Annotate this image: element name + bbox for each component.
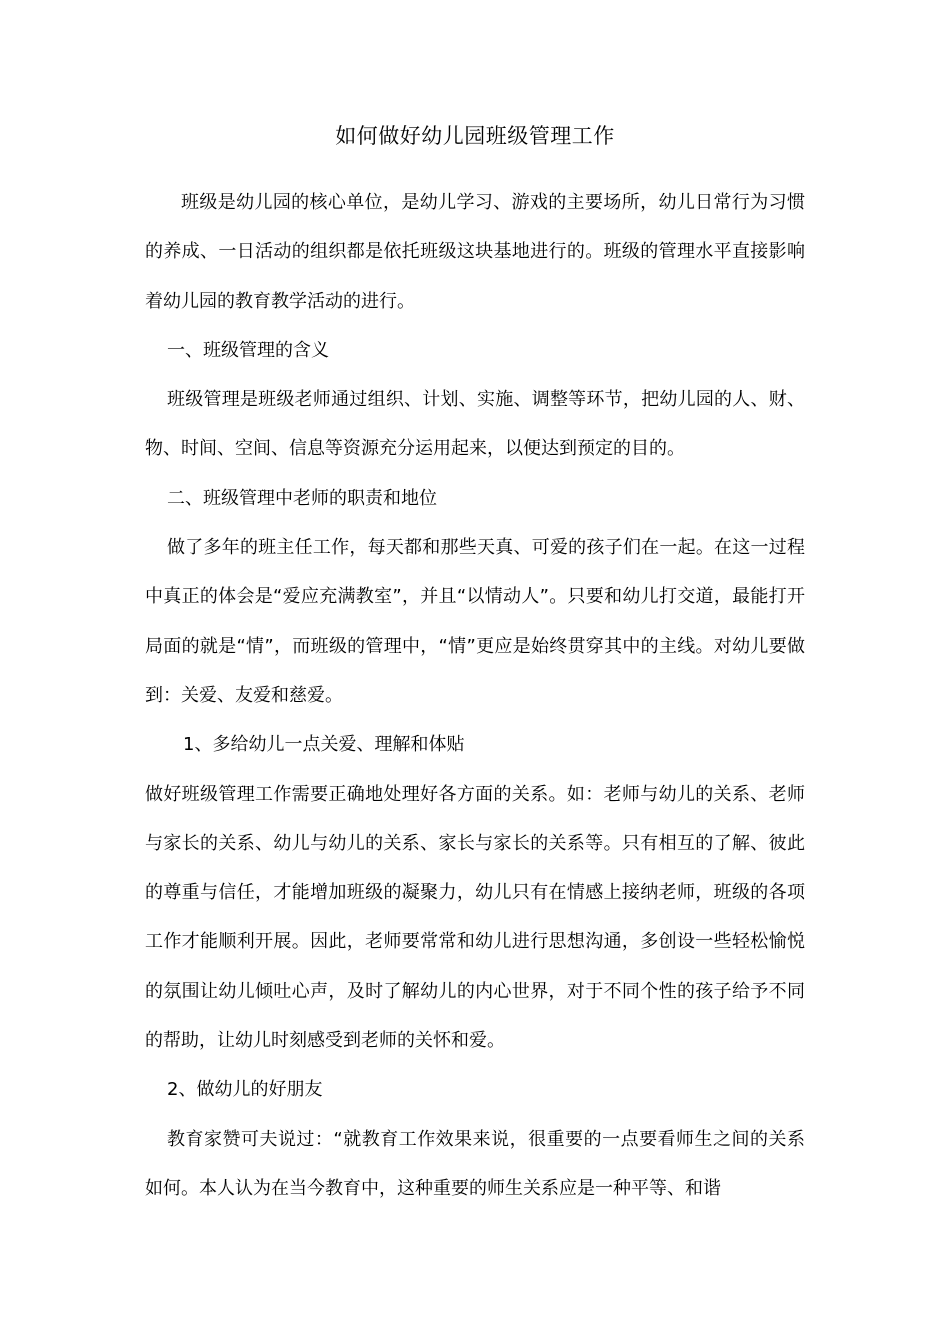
paragraph-quote: 教育家赞可夫说过：“就教育工作效果来说，很重要的一点要看师生之间的关系如何。本人认为在当今教育中，这种重要的师生关系应是一种平等、和谐: [145, 1128, 805, 1199]
document-title: 如何做好幼儿园班级管理工作: [335, 124, 615, 148]
document-body: [145, 178, 805, 1213]
section-heading-2: 二、班级管理中老师的职责和地位: [167, 487, 437, 509]
subsection-heading-1: 1、多给幼儿一点关爱、理解和体贴: [183, 734, 465, 756]
paragraph-definition: 班级管理是班级老师通过组织、计划、实施、调整等环节，把幼儿园的人、财、物、时间、空间、信息等资源充分运用起来，以便达到预定的目的。: [145, 389, 805, 460]
paragraph-intro: 班级是幼儿园的核心单位，是幼儿学习、游戏的主要场所，幼儿日常行为习惯的养成、一日活动的组织都是依托班级这块基地进行的。班级的管理水平直接影响着幼儿园的教育教学活动的进行。: [145, 192, 805, 312]
paragraph-relationships: 做好班级管理工作需要正确地处理好各方面的关系。如：老师与幼儿的关系、老师与家长的关系、幼儿与幼儿的关系、家长与家长的关系等。只有相互的了解、彼此的尊重与信任，才能增加班级的凝聚力，幼儿只有在情感上接纳老师，班级的各项工作才能顺利开展。因此，老师要常常和幼儿进行思想沟通，多创设一些轻松愉悦的氛围让幼儿倾吐心声，及时了解幼儿的内心世界，对于不同个性的孩子给予不同的帮助，让幼儿时刻感受到老师的关怀和爱。: [145, 783, 805, 1052]
subsection-heading-2: 2、做幼儿的好朋友: [167, 1079, 323, 1101]
paragraph-teacher-role: 做了多年的班主任工作，每天都和那些天真、可爱的孩子们在一起。在这一过程中真正的体会是“爱应充满教室”，并且“以情动人”。只要和幼儿打交道，最能打开局面的就是“情”，而班级的管理中，“情”更应是始终贯穿其中的主线。对幼儿要做到：关爱、友爱和慈爱。: [145, 537, 805, 706]
section-heading-1: 一、班级管理的含义: [167, 339, 329, 361]
